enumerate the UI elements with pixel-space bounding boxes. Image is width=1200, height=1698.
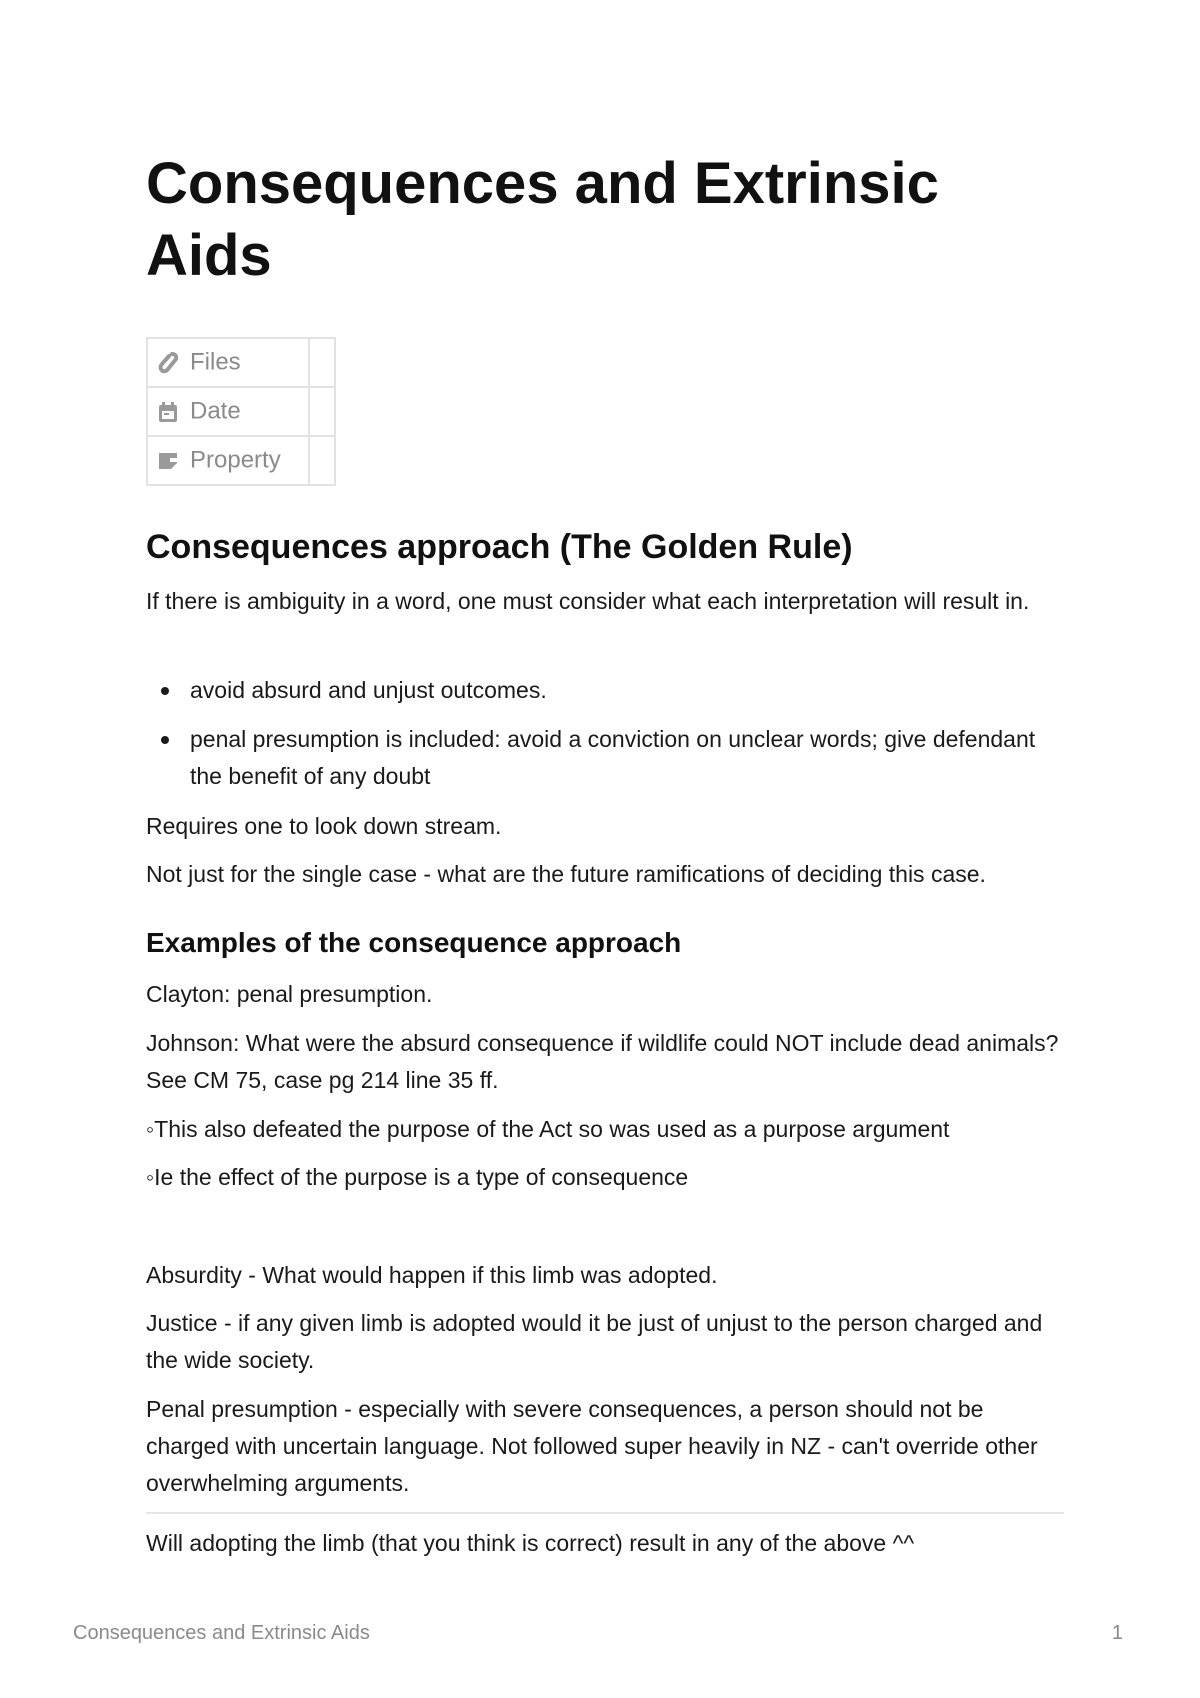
paragraph-sub-point: ◦This also defeated the purpose of the Act so was used as a purpose argument bbox=[146, 1116, 950, 1142]
paragraph-penal: Penal presumption - especially with severe consequences, a person should not be charged with uncertain language. Not followed super heavily in NZ - can't override other overwhelming arguments. bbox=[146, 1396, 1038, 1496]
page-title: Consequences and Extrinsic Aids bbox=[146, 151, 939, 288]
property-value[interactable] bbox=[309, 436, 335, 485]
property-label: Files bbox=[190, 348, 241, 376]
property-row-property[interactable] bbox=[147, 436, 335, 485]
footer-title: Consequences and Extrinsic Aids bbox=[73, 1622, 370, 1644]
paragraph-intro: If there is ambiguity in a word, one must consider what each interpretation will result in. bbox=[146, 588, 1030, 614]
property-value[interactable] bbox=[309, 387, 335, 436]
paragraph-sub-point: ◦Ie the effect of the purpose is a type of consequence bbox=[146, 1164, 689, 1190]
section-heading-golden-rule: Consequences approach (The Golden Rule) bbox=[146, 528, 853, 566]
list-item: penal presumption is included: avoid a conviction on unclear words; give defendant the benefit of any doubt bbox=[146, 721, 1066, 795]
paragraph-justice: Justice - if any given limb is adopted would it be just of unjust to the person charged and the wide society. bbox=[146, 1310, 1043, 1373]
paragraph: Not just for the single case - what are the future ramifications of deciding this case. bbox=[146, 861, 986, 887]
section-heading-examples: Examples of the consequence approach bbox=[146, 927, 682, 958]
paragraph-johnson: Johnson: What were the absurd consequence if wildlife could NOT include dead animals? See CM 75, case pg 214 line 35 ff. bbox=[146, 1030, 1059, 1093]
paperclip-icon bbox=[158, 352, 180, 374]
list-item: avoid absurd and unjust outcomes. bbox=[146, 672, 1066, 709]
page-number: 1 bbox=[1111, 1622, 1123, 1644]
paragraph: Requires one to look down stream. bbox=[146, 813, 502, 839]
divider bbox=[146, 1512, 1064, 1514]
calendar-icon bbox=[158, 401, 180, 423]
property-row-date[interactable] bbox=[147, 387, 335, 436]
paragraph-closing: Will adopting the limb (that you think is correct) result in any of the above ^^ bbox=[146, 1530, 915, 1556]
property-row-files[interactable] bbox=[147, 338, 335, 387]
property-value[interactable] bbox=[309, 338, 335, 387]
property-label: Date bbox=[190, 397, 241, 425]
bullet-list bbox=[146, 672, 1066, 807]
properties-table bbox=[146, 337, 336, 486]
property-icon bbox=[158, 450, 180, 472]
property-label: Property bbox=[190, 446, 281, 474]
paragraph-absurdity: Absurdity - What would happen if this limb was adopted. bbox=[146, 1262, 718, 1288]
paragraph-clayton: Clayton: penal presumption. bbox=[146, 981, 433, 1007]
